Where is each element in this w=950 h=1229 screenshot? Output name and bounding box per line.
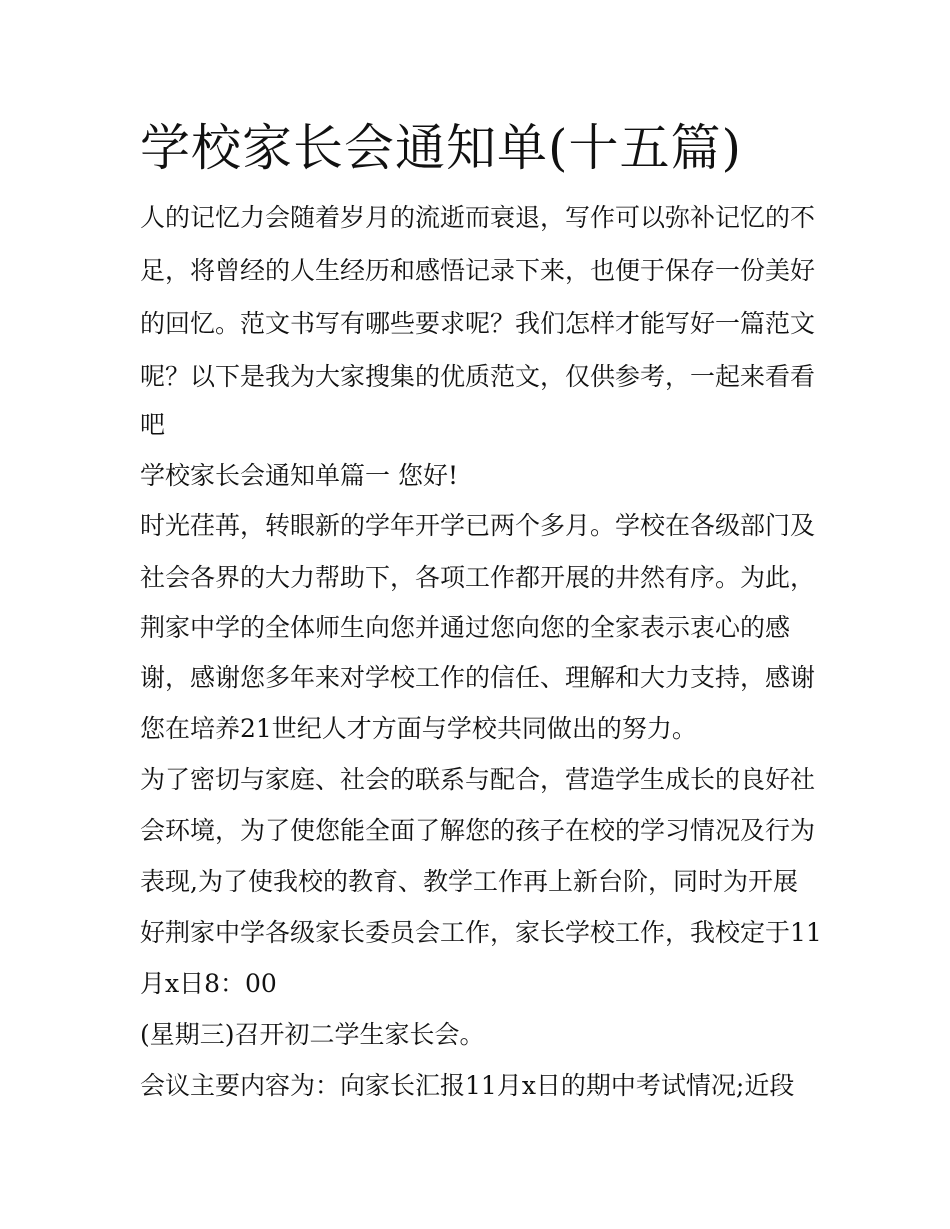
body-line: 吧 [140,410,166,439]
body-line: 荆家中学的全体师生向您并通过您向您的全家表示衷心的感 [140,613,791,642]
body-line: 为了密切与家庭、社会的联系与配合，营造学生成长的良好社 [140,765,816,794]
body-line: 好荆家中学各级家长委员会工作，家长学校工作，我校定于11 [140,918,822,947]
body-line: 谢，感谢您多年来对学校工作的信任、理解和大力支持，感谢 [140,663,816,692]
body-line: 足，将曾经的人生经历和感悟记录下来，也便于保存一份美好 [140,256,816,285]
body-line: 的回忆。范文书写有哪些要求呢？我们怎样才能写好一篇范文 [140,309,816,338]
body-line: 时光荏苒，转眼新的学年开学已两个多月。学校在各级部门及 [140,511,816,540]
body-line: 月x日8：00 [140,969,277,998]
section-heading-line: 学校家长会通知单篇一 您好! [140,461,458,490]
body-line: 会议主要内容为：向家长汇报11月x日的期中考试情况;近段 [140,1071,795,1100]
body-line: 社会各界的大力帮助下，各项工作都开展的井然有序。为此， [140,563,816,592]
body-line: 您在培养21世纪人才方面与学校共同做出的努力。 [140,714,697,743]
body-line: (星期三)召开初二学生家长会。 [140,1020,485,1049]
body-line: 呢？以下是我为大家搜集的优质范文，仅供参考，一起来看看 [140,362,816,391]
page-title: 学校家长会通知单(十五篇) [140,119,743,177]
body-line: 表现,为了使我校的教育、教学工作再上新台阶，同时为开展 [140,867,798,896]
body-line: 人的记忆力会随着岁月的流逝而衰退，写作可以弥补记忆的不 [140,203,816,232]
body-line: 会环境，为了使您能全面了解您的孩子在校的学习情况及行为 [140,816,816,845]
